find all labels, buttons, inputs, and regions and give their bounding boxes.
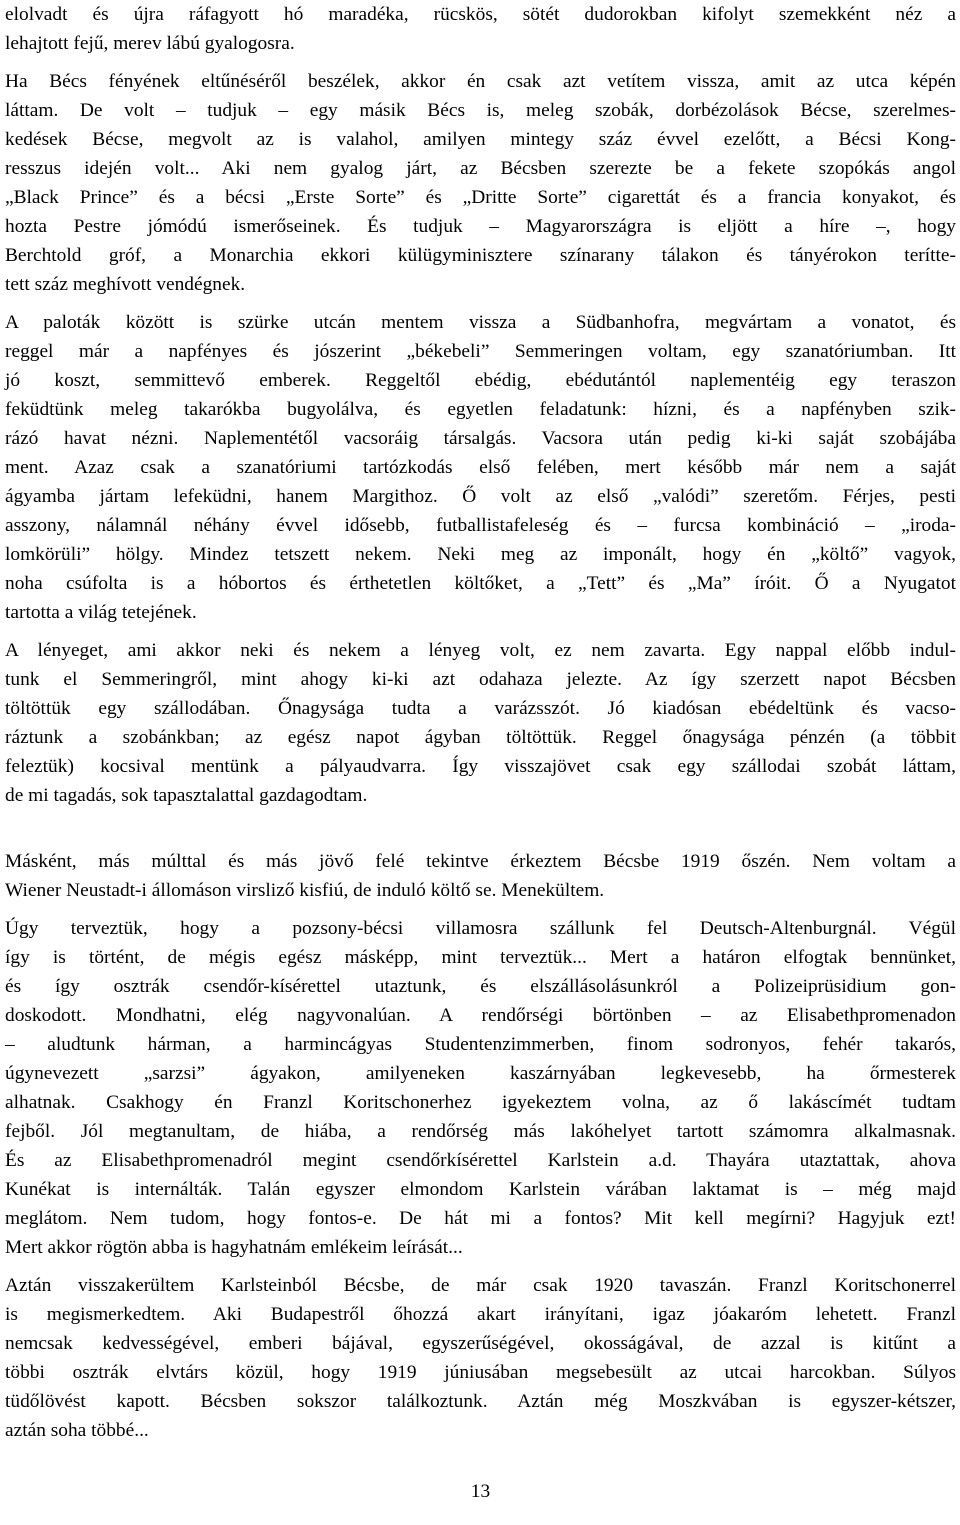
document-body	[5, 0, 956, 1445]
text-line: doskodott. Mondhatni, elég nagyvonalúan. A rendőrségi börtönben – az Elisabethpromenadon	[5, 1005, 956, 1026]
text-line: aztán soha többé...	[5, 1420, 149, 1441]
text-line: resszus idején volt... Aki nem gyalog járt, az Bécsben szerezte be a fekete szopókás angol	[5, 158, 956, 179]
text-line: hozta Pestre jómódú ismerőseinek. És tudjuk – Magyarországra is eljött a híre –, hogy	[5, 216, 956, 237]
text-line: így is történt, de mégis egész másképp, mint terveztük... Mert a határon elfogtak bennünket,	[5, 947, 956, 968]
text-line: ágyamba jártam lefeküdni, hanem Margithoz. Ő volt az első „valódi” szeretőm. Férjes, pesti	[5, 486, 956, 507]
text-line: noha csúfolta is a hóbortos és érthetetlen költőket, a „Tett” és „Ma” íróit. Ő a Nyugatot	[5, 573, 956, 594]
text-line: – aludtunk hárman, a harmincágyas Studentenzimmerben, finom sodronyos, fehér takarós,	[5, 1034, 956, 1055]
text-line: Ha Bécs fényének eltűnéséről beszélek, akkor én csak azt vetítem vissza, amit az utca képén	[5, 71, 956, 92]
paragraph-spacer	[5, 299, 956, 308]
text-line: Mert akkor rögtön abba is hagyhatnám emlékeim leírását...	[5, 1237, 463, 1258]
text-line: tartotta a világ tetejének.	[5, 602, 197, 623]
text-line: de mi tagadás, sok tapasztalattal gazdagodtam.	[5, 785, 368, 806]
paragraph-spacer	[5, 905, 956, 914]
text-line: tett száz meghívott vendégnek.	[5, 274, 246, 295]
text-line: lehajtott fejű, merev lábú gyalogosra.	[5, 33, 295, 54]
page-number: 13	[470, 1481, 491, 1502]
text-line: úgynevezett „sarzsi” ágyakon, amilyeneken kaszárnyában legkevesebb, ha őrmesterek	[5, 1063, 956, 1084]
paragraph-3	[5, 308, 956, 627]
text-line: is megismerkedtem. Aki Budapestről őhozzá akart irányítani, igaz jóakaróm lehetett. Franzl	[5, 1304, 956, 1325]
text-line: lomkörüli” hölgy. Mindez tetszett nekem. Neki meg az imponált, hogy én „költő” vagyok,	[5, 544, 956, 565]
paragraph-2	[5, 67, 956, 299]
text-line: Aztán visszakerültem Karlsteinból Bécsbe, de már csak 1920 tavaszán. Franzl Koritschonerrel	[5, 1275, 956, 1296]
text-line: A paloták között is szürke utcán mentem vissza a Südbanhofra, megvártam a vonatot, és	[5, 312, 956, 333]
text-line: láttam. De volt – tudjuk – egy másik Bécs is, meleg szobák, dorbézolások Bécse, szerelmes-	[5, 100, 956, 121]
paragraph-spacer	[5, 1262, 956, 1271]
text-line: Wiener Neustadt-i állomáson virsliző kisfiú, de induló költő se. Menekültem.	[5, 880, 605, 901]
text-line: feleztük) kocsival mentünk a pályaudvarra. Így visszajövet csak egy szállodai szobát láttam,	[5, 756, 956, 777]
section-spacer	[5, 810, 956, 847]
text-line: elolvadt és újra ráfagyott hó maradéka, rücskös, sötét dudorokban kifolyt szemekként néz a	[5, 4, 956, 25]
text-line: „Black Prince” és a bécsi „Erste Sorte” és „Dritte Sorte” cigarettát és a francia konyakot, és	[5, 187, 956, 208]
paragraph-spacer	[5, 627, 956, 636]
text-line: rázó havat nézni. Naplementétől vacsoráig társalgás. Vacsora után pedig ki-ki saját szobájába	[5, 428, 956, 449]
text-line: nemcsak kedvességével, emberi bájával, egyszerűségével, okosságával, de azzal is kitűnt a	[5, 1333, 956, 1354]
text-line: Berchtold gróf, a Monarchia ekkori külügyminisztere színarany tálakon és tányérokon terítte-	[5, 245, 956, 266]
paragraph-7	[5, 1271, 956, 1445]
text-line: Úgy terveztük, hogy a pozsony-bécsi villamosra szállunk fel Deutsch-Altenburgnál. Végül	[5, 918, 956, 939]
text-line: Kunékat is internálták. Talán egyszer elmondom Karlstein várában laktamat is – még majd	[5, 1179, 956, 1200]
text-line: reggel már a napfényes és jószerint „békebeli” Semmeringen voltam, egy szanatóriumban. Itt	[5, 341, 956, 362]
paragraph-6	[5, 914, 956, 1262]
text-line: meglátom. Nem tudom, hogy fontos-e. De hát mi a fontos? Mit kell megírni? Hagyjuk ezt!	[5, 1208, 956, 1229]
text-line: A lényeget, ami akkor neki és nekem a lényeg volt, ez nem zavarta. Egy nappal előbb indul-	[5, 640, 956, 661]
text-line: feküdtünk meleg takarókba bugyolálva, és egyetlen feladatunk: hízni, és a napfényben szik-	[5, 399, 956, 420]
text-line: jó koszt, semmittevő emberek. Reggeltől ebédig, ebédutántól naplementéig egy teraszon	[5, 370, 956, 391]
paragraph-1	[5, 0, 956, 58]
text-line: többi osztrák elvtárs közül, hogy 1919 júniusában megsebesült az utcai harcokban. Súlyos	[5, 1362, 956, 1383]
text-line: Másként, más múlttal és más jövő felé tekintve érkeztem Bécsbe 1919 őszén. Nem voltam a	[5, 851, 956, 872]
text-line: töltöttük egy szállodában. Őnagysága tudta a varázsszót. Jó kiadósan ebédeltünk és vacso-	[5, 698, 956, 719]
text-line: És az Elisabethpromenadról megint csendőrkísérettel Karlstein a.d. Thayára utaztattak, ahova	[5, 1150, 956, 1171]
text-line: ment. Azaz csak a szanatóriumi tartózkodás első felében, mert később már nem a saját	[5, 457, 956, 478]
text-line: ráztunk a szobánkban; az egész napot ágyban töltöttük. Reggel őnagysága pénzén (a többit	[5, 727, 956, 748]
paragraph-5	[5, 847, 956, 905]
text-line: asszony, nálamnál néhány évvel idősebb, futballistafeleség és – furcsa kombináció – „iroda-	[5, 515, 956, 536]
text-line: és így osztrák csendőr-kísérettel utaztunk, és elszállásolásunkról a Polizeiprüsidium gon-	[5, 976, 956, 997]
text-line: fejből. Jól megtanultam, de hiába, a rendőrség más lakóhelyet tartott számomra alkalmasnak.	[5, 1121, 956, 1142]
text-line: alhatnak. Csakhogy én Franzl Koritschonerhez igyekeztem volna, az ő lakáscímét tudtam	[5, 1092, 956, 1113]
text-line: kedések Bécse, megvolt az is valahol, amilyen mintegy száz évvel ezelőtt, a Bécsi Kong-	[5, 129, 956, 150]
paragraph-4	[5, 636, 956, 810]
document-page	[5, 0, 956, 1525]
text-line: tüdőlövést kapott. Bécsben sokszor találkoztunk. Aztán még Moszkvában is egyszer-kétszer,	[5, 1391, 956, 1412]
paragraph-spacer	[5, 58, 956, 67]
text-line: tunk el Semmeringről, mint ahogy ki-ki azt odahaza jelezte. Az így szerzett napot Bécsben	[5, 669, 956, 690]
